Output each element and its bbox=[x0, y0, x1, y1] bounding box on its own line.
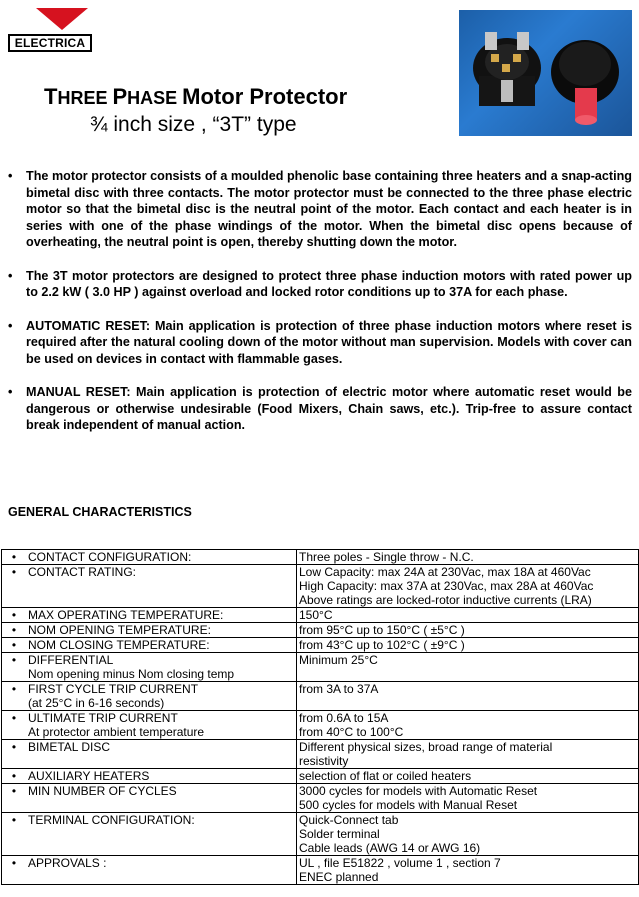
table-row bbox=[2, 550, 639, 565]
characteristic-value-cell bbox=[297, 769, 639, 784]
characteristic-name-cell bbox=[26, 608, 297, 623]
table-row bbox=[2, 769, 639, 784]
description-item: • MANUAL RESET: Main application is protection of electric motor where automatic reset would be dangerous or otherwise undesirable (Food Mixers, Chain saws, etc.). Trip-free to assure contact break independent of manual action. bbox=[8, 384, 632, 434]
bullet-icon: • bbox=[2, 565, 27, 608]
characteristic-name-cell bbox=[26, 813, 297, 856]
table-row bbox=[2, 682, 639, 711]
characteristic-note: (at 25°C in 6-16 seconds) bbox=[28, 696, 165, 710]
bullet-icon: • bbox=[2, 813, 27, 856]
characteristic-value-cell bbox=[297, 565, 639, 608]
bullet-icon: • bbox=[2, 682, 27, 711]
bullet-icon: • bbox=[2, 711, 27, 740]
characteristic-value-cell bbox=[297, 653, 639, 682]
characteristic-value-cell bbox=[297, 813, 639, 856]
bullet-icon: • bbox=[2, 856, 27, 885]
table-row bbox=[2, 856, 639, 885]
characteristic-name: ULTIMATE TRIP CURRENT bbox=[28, 711, 178, 725]
characteristic-value: Above ratings are locked-rotor inductive currents (LRA) bbox=[299, 593, 592, 607]
characteristic-value: selection of flat or coiled heaters bbox=[299, 769, 472, 783]
characteristic-name: MIN NUMBER OF CYCLES bbox=[28, 784, 177, 798]
characteristic-name: APPROVALS : bbox=[28, 856, 107, 870]
characteristic-name: AUXILIARY HEATERS bbox=[28, 769, 150, 783]
table-row bbox=[2, 740, 639, 769]
characteristic-value: from 40°C to 100°C bbox=[299, 725, 404, 739]
bullet-icon: • bbox=[2, 638, 27, 653]
characteristic-value-cell bbox=[297, 638, 639, 653]
bullet-icon: • bbox=[2, 769, 27, 784]
characteristic-name: FIRST CYCLE TRIP CURRENT bbox=[28, 682, 199, 696]
characteristic-value: from 0.6A to 15A bbox=[299, 711, 389, 725]
characteristic-value: from 3A to 37A bbox=[299, 682, 379, 696]
table-row bbox=[2, 623, 639, 638]
characteristic-name-cell bbox=[26, 784, 297, 813]
characteristic-name-cell bbox=[26, 565, 297, 608]
characteristic-value: from 43°C up to 102°C ( ±9°C ) bbox=[299, 638, 465, 652]
table-row bbox=[2, 711, 639, 740]
characteristic-value-cell bbox=[297, 784, 639, 813]
table-row bbox=[2, 608, 639, 623]
table-row bbox=[2, 784, 639, 813]
bullet-icon: • bbox=[2, 653, 27, 682]
characteristic-value-cell bbox=[297, 608, 639, 623]
table-row bbox=[2, 653, 639, 682]
characteristic-value-cell bbox=[297, 711, 639, 740]
characteristic-name: MAX OPERATING TEMPERATURE: bbox=[28, 608, 224, 622]
characteristic-value: resistivity bbox=[299, 754, 349, 768]
title-part: HREE bbox=[57, 88, 113, 108]
characteristic-value: 500 cycles for models with Manual Reset bbox=[299, 798, 518, 812]
characteristic-note: At protector ambient temperature bbox=[28, 725, 205, 739]
characteristic-value-cell bbox=[297, 623, 639, 638]
product-photo bbox=[459, 10, 632, 136]
characteristic-name-cell bbox=[26, 623, 297, 638]
characteristic-value: Three poles - Single throw - N.C. bbox=[299, 550, 474, 564]
description-item: • AUTOMATIC RESET: Main application is protection of three phase induction motors where reset is required after the natural cooling down of the motor without man supervision. Models with cover can be used on devices in contact with flammable gases. bbox=[8, 318, 632, 368]
title-part: T bbox=[44, 84, 58, 109]
characteristic-value: Quick-Connect tab bbox=[299, 813, 399, 827]
characteristic-value: ENEC planned bbox=[299, 870, 379, 884]
bullet-icon: • bbox=[2, 608, 27, 623]
logo-wordmark: ELECTRICA bbox=[8, 34, 92, 52]
characteristic-name-cell bbox=[26, 653, 297, 682]
table-row bbox=[2, 813, 639, 856]
title-part: HASE bbox=[127, 88, 183, 108]
description-item: • The 3T motor protectors are designed to protect three phase induction motors with rated power up to 2.2 kW ( 3.0 HP ) against overload and locked rotor conditions up to 37A for each phase. bbox=[8, 268, 632, 301]
table-row bbox=[2, 565, 639, 608]
characteristic-value: 3000 cycles for models with Automatic Reset bbox=[299, 784, 538, 798]
characteristic-value: Low Capacity: max 24A at 230Vac, max 18A at 460Vac bbox=[299, 565, 591, 579]
characteristic-value: High Capacity: max 37A at 230Vac, max 28A at 460Vac bbox=[299, 579, 594, 593]
characteristic-name-cell bbox=[26, 769, 297, 784]
electrica-logo bbox=[8, 8, 96, 54]
characteristic-name-cell bbox=[26, 856, 297, 885]
characteristics-table bbox=[1, 549, 639, 885]
characteristic-name-cell bbox=[26, 740, 297, 769]
characteristic-name: NOM CLOSING TEMPERATURE: bbox=[28, 638, 210, 652]
description-list bbox=[8, 168, 632, 451]
bullet-icon: • bbox=[2, 784, 27, 813]
logo-triangle bbox=[36, 8, 88, 30]
characteristic-value-cell bbox=[297, 856, 639, 885]
characteristic-value: from 95°C up to 150°C ( ±5°C ) bbox=[299, 623, 465, 637]
characteristic-value-cell bbox=[297, 740, 639, 769]
characteristic-value: Cable leads (AWG 14 or AWG 16) bbox=[299, 841, 481, 855]
page-title bbox=[44, 84, 347, 110]
characteristic-note: Nom opening minus Nom closing temp bbox=[28, 667, 235, 681]
section-heading: GENERAL CHARACTERISTICS bbox=[8, 505, 192, 519]
characteristic-name: NOM OPENING TEMPERATURE: bbox=[28, 623, 211, 637]
characteristic-name-cell bbox=[26, 682, 297, 711]
characteristic-value: UL , file E51822 , volume 1 , section 7 bbox=[299, 856, 501, 870]
characteristic-name-cell bbox=[26, 550, 297, 565]
characteristic-value-cell bbox=[297, 682, 639, 711]
description-item: • The motor protector consists of a moulded phenolic base containing three heaters and a snap-acting bimetal disc with three contacts. The motor protector must be connected to the three phase electric motor so that the bimetal disc is the neutral point of the motor. Each contact and each heater is in series with one of the phase windings of the motor. When the bimetal disc opens because of overheating, the neutral point is open, thereby shutting down the motor. bbox=[8, 168, 632, 251]
characteristic-value-cell bbox=[297, 550, 639, 565]
characteristic-name: TERMINAL CONFIGURATION: bbox=[28, 813, 195, 827]
motor-protector-photo-icon bbox=[459, 10, 632, 136]
characteristic-value: Solder terminal bbox=[299, 827, 380, 841]
characteristic-name-cell bbox=[26, 711, 297, 740]
characteristic-value: 150°C bbox=[299, 608, 333, 622]
page-subtitle: ¾ inch size , “3T” type bbox=[90, 113, 297, 136]
characteristic-name: CONTACT CONFIGURATION: bbox=[28, 550, 192, 564]
characteristic-value: Different physical sizes, broad range of material bbox=[299, 740, 553, 754]
title-part: Motor Protector bbox=[182, 84, 348, 109]
table-row bbox=[2, 638, 639, 653]
characteristic-name: CONTACT RATING: bbox=[28, 565, 136, 579]
bullet-icon: • bbox=[2, 623, 27, 638]
characteristic-name: BIMETAL DISC bbox=[28, 740, 111, 754]
characteristic-name: DIFFERENTIAL bbox=[28, 653, 114, 667]
bullet-icon: • bbox=[2, 550, 27, 565]
characteristic-value: Minimum 25°C bbox=[299, 653, 378, 667]
bullet-icon: • bbox=[2, 740, 27, 769]
characteristic-name-cell bbox=[26, 638, 297, 653]
title-part: P bbox=[112, 84, 128, 109]
